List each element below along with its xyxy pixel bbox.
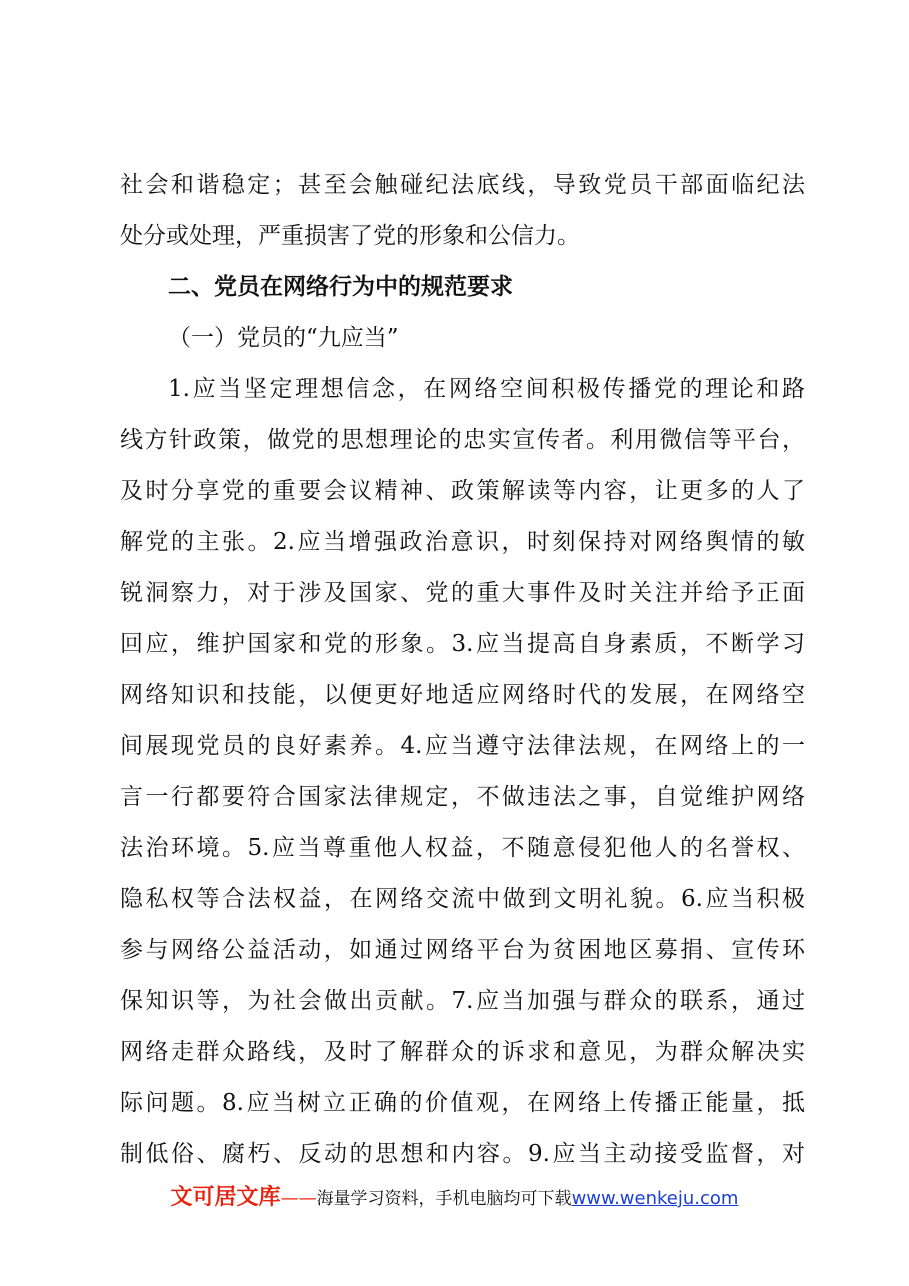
text-line: 制低俗、腐朽、反动的思想和内容。9.应当主动接受监督，对: [120, 1141, 805, 1167]
text-line: 网络知识和技能，以便更好地适应网络时代的发展，在网络空: [120, 682, 805, 708]
text-line: 及时分享党的重要会议精神、政策解读等内容，让更多的人了: [120, 478, 805, 504]
text-line: 际问题。8.应当树立正确的价值观，在网络上传播正能量，抵: [120, 1090, 805, 1116]
footer-slogan: 海量学习资料，手机电脑均可下载: [316, 1189, 572, 1209]
text-line: 言一行都要符合国家法律规定，不做违法之事，自觉维护网络: [120, 784, 805, 810]
footer-banner: [0, 1180, 909, 1211]
document-body: [120, 160, 805, 1180]
footer-brand: 文可居文库: [170, 1185, 281, 1210]
text-line: 保知识等，为社会做出贡献。7.应当加强与群众的联系，通过: [120, 988, 805, 1014]
text-line: 回应，维护国家和党的形象。3.应当提高自身素质，不断学习: [120, 631, 805, 657]
text-line: 隐私权等合法权益，在网络交流中做到文明礼貌。6.应当积极: [120, 886, 805, 912]
text-line: 法治环境。5.应当尊重他人权益，不随意侵犯他人的名誉权、: [120, 835, 805, 861]
subsection-heading: （一）党员的“九应当”: [168, 325, 399, 351]
text-line: 处分或处理，严重损害了党的形象和公信力。: [120, 223, 580, 249]
text-line: 锐洞察力，对于涉及国家、党的重大事件及时关注并给予正面: [120, 580, 805, 606]
text-line: 间展现党员的良好素养。4.应当遵守法律法规，在网络上的一: [120, 733, 805, 759]
section-heading: 二、党员在网络行为中的规范要求: [168, 274, 513, 300]
text-line: 参与网络公益活动，如通过网络平台为贫困地区募捐、宣传环: [120, 937, 805, 963]
text-line: 社会和谐稳定；甚至会触碰纪法底线，导致党员干部面临纪法: [120, 172, 805, 198]
text-line: 1.应当坚定理想信念，在网络空间积极传播党的理论和路: [168, 376, 805, 402]
text-line: 网络走群众路线，及时了解群众的诉求和意见，为群众解决实: [120, 1039, 805, 1065]
footer-link[interactable]: www.wenkeju.com: [571, 1188, 739, 1209]
footer-separator: ——: [280, 1188, 317, 1209]
text-line: 线方针政策，做党的思想理论的忠实宣传者。利用微信等平台，: [120, 427, 805, 453]
text-line: 解党的主张。2.应当增强政治意识，时刻保持对网络舆情的敏: [120, 529, 805, 555]
